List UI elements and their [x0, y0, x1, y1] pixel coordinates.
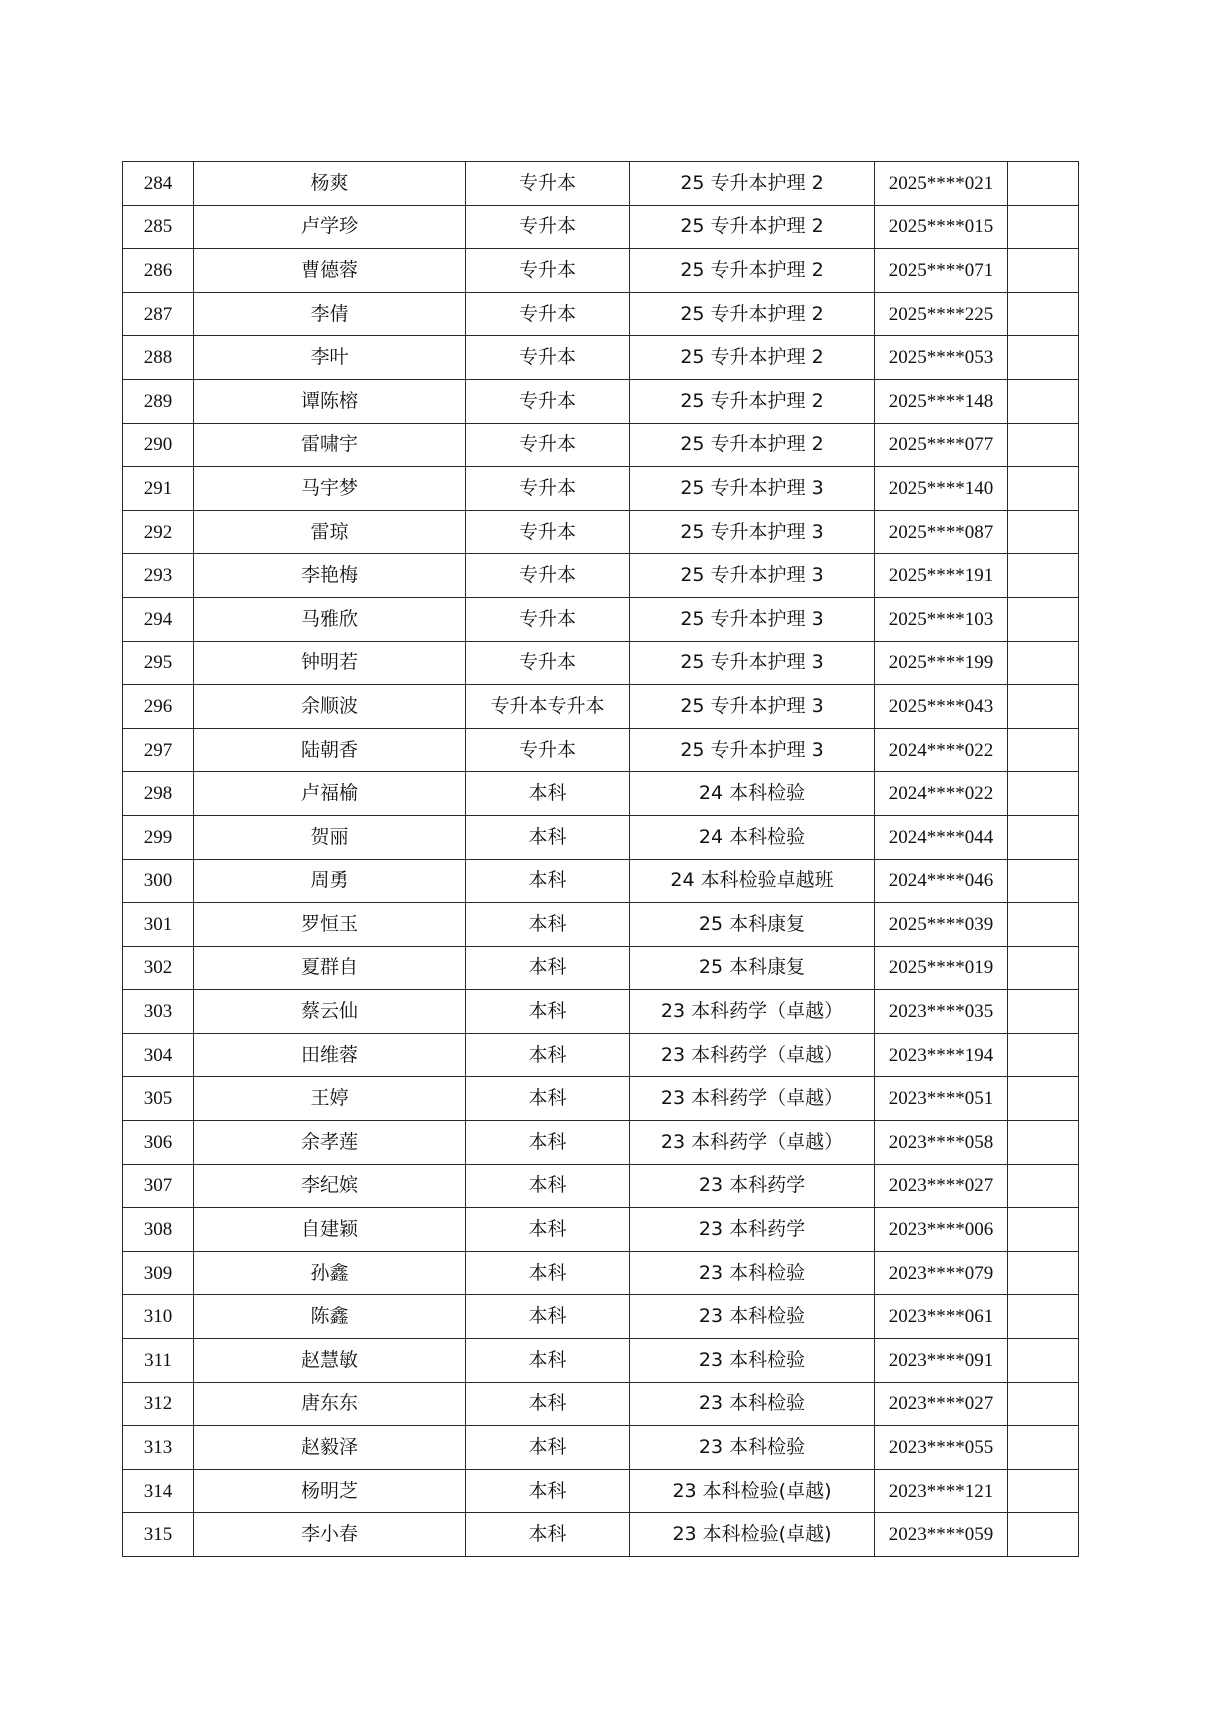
student-name-cell: 雷琼: [194, 510, 466, 554]
student-id-cell: 2025****039: [875, 903, 1008, 947]
student-name-cell: 卢学珍: [194, 205, 466, 249]
row-number-cell: 312: [123, 1382, 194, 1426]
blank-cell: [1008, 641, 1079, 685]
student-id-cell: 2025****140: [875, 467, 1008, 511]
row-number-cell: 311: [123, 1339, 194, 1383]
table-row: [123, 685, 1079, 729]
blank-cell: [1008, 1295, 1079, 1339]
blank-cell: [1008, 859, 1079, 903]
blank-cell: [1008, 510, 1079, 554]
blank-cell: [1008, 1339, 1079, 1383]
student-id-cell: 2025****087: [875, 510, 1008, 554]
education-level-cell: 本科: [466, 946, 630, 990]
class-name-cell: 24 本科检验卓越班: [630, 859, 875, 903]
row-number-cell: 307: [123, 1164, 194, 1208]
table-row: [123, 205, 1079, 249]
class-name-cell: 25 专升本护理 3: [630, 641, 875, 685]
blank-cell: [1008, 685, 1079, 729]
table-row: [123, 641, 1079, 685]
table-row: [123, 1251, 1079, 1295]
row-number-cell: 286: [123, 249, 194, 293]
student-id-cell: 2023****079: [875, 1251, 1008, 1295]
student-id-cell: 2023****027: [875, 1164, 1008, 1208]
row-number-cell: 284: [123, 162, 194, 206]
table-row: [123, 1382, 1079, 1426]
student-id-cell: 2024****046: [875, 859, 1008, 903]
row-number-cell: 310: [123, 1295, 194, 1339]
student-name-cell: 曹德蓉: [194, 249, 466, 293]
student-id-cell: 2024****022: [875, 728, 1008, 772]
education-level-cell: 本科: [466, 903, 630, 947]
class-name-cell: 23 本科药学（卓越）: [630, 1121, 875, 1165]
class-name-cell: 25 专升本护理 3: [630, 467, 875, 511]
table-row: [123, 772, 1079, 816]
student-name-cell: 谭陈榕: [194, 379, 466, 423]
table-row: [123, 1469, 1079, 1513]
class-name-cell: 25 专升本护理 2: [630, 423, 875, 467]
blank-cell: [1008, 162, 1079, 206]
education-level-cell: 本科: [466, 815, 630, 859]
student-name-cell: 陈鑫: [194, 1295, 466, 1339]
student-id-cell: 2023****051: [875, 1077, 1008, 1121]
student-id-cell: 2023****058: [875, 1121, 1008, 1165]
student-id-cell: 2025****053: [875, 336, 1008, 380]
blank-cell: [1008, 554, 1079, 598]
student-name-cell: 余孝莲: [194, 1121, 466, 1165]
student-name-cell: 贺丽: [194, 815, 466, 859]
table-row: [123, 292, 1079, 336]
blank-cell: [1008, 379, 1079, 423]
student-name-cell: 李倩: [194, 292, 466, 336]
table-row: [123, 903, 1079, 947]
class-name-cell: 23 本科药学: [630, 1164, 875, 1208]
row-number-cell: 293: [123, 554, 194, 598]
student-name-cell: 李纪嫔: [194, 1164, 466, 1208]
table-row: [123, 815, 1079, 859]
blank-cell: [1008, 990, 1079, 1034]
education-level-cell: 专升本专升本: [466, 685, 630, 729]
row-number-cell: 305: [123, 1077, 194, 1121]
table-row: [123, 336, 1079, 380]
education-level-cell: 专升本: [466, 554, 630, 598]
blank-cell: [1008, 772, 1079, 816]
table-row: [123, 467, 1079, 511]
student-id-cell: 2023****059: [875, 1513, 1008, 1557]
row-number-cell: 291: [123, 467, 194, 511]
education-level-cell: 专升本: [466, 205, 630, 249]
education-level-cell: 专升本: [466, 641, 630, 685]
student-name-cell: 雷啸宇: [194, 423, 466, 467]
education-level-cell: 专升本: [466, 467, 630, 511]
table-row: [123, 510, 1079, 554]
student-name-cell: 罗恒玉: [194, 903, 466, 947]
student-name-cell: 杨明芝: [194, 1469, 466, 1513]
education-level-cell: 本科: [466, 990, 630, 1034]
student-name-cell: 自建颖: [194, 1208, 466, 1252]
student-id-cell: 2023****035: [875, 990, 1008, 1034]
class-name-cell: 24 本科检验: [630, 815, 875, 859]
row-number-cell: 302: [123, 946, 194, 990]
education-level-cell: 本科: [466, 1339, 630, 1383]
row-number-cell: 285: [123, 205, 194, 249]
row-number-cell: 294: [123, 597, 194, 641]
table-row: [123, 990, 1079, 1034]
student-id-cell: 2023****091: [875, 1339, 1008, 1383]
class-name-cell: 25 专升本护理 3: [630, 510, 875, 554]
row-number-cell: 297: [123, 728, 194, 772]
row-number-cell: 314: [123, 1469, 194, 1513]
blank-cell: [1008, 1077, 1079, 1121]
blank-cell: [1008, 903, 1079, 947]
class-name-cell: 25 专升本护理 3: [630, 597, 875, 641]
student-id-cell: 2025****015: [875, 205, 1008, 249]
student-id-cell: 2023****055: [875, 1426, 1008, 1470]
blank-cell: [1008, 1121, 1079, 1165]
row-number-cell: 296: [123, 685, 194, 729]
blank-cell: [1008, 1426, 1079, 1470]
blank-cell: [1008, 728, 1079, 772]
student-id-cell: 2023****006: [875, 1208, 1008, 1252]
row-number-cell: 287: [123, 292, 194, 336]
table-row: [123, 1033, 1079, 1077]
blank-cell: [1008, 1382, 1079, 1426]
education-level-cell: 专升本: [466, 728, 630, 772]
student-id-cell: 2025****043: [875, 685, 1008, 729]
table-row: [123, 1164, 1079, 1208]
class-name-cell: 23 本科检验(卓越): [630, 1513, 875, 1557]
blank-cell: [1008, 1251, 1079, 1295]
student-name-cell: 马雅欣: [194, 597, 466, 641]
student-name-cell: 杨爽: [194, 162, 466, 206]
blank-cell: [1008, 467, 1079, 511]
student-id-cell: 2025****103: [875, 597, 1008, 641]
blank-cell: [1008, 423, 1079, 467]
blank-cell: [1008, 946, 1079, 990]
education-level-cell: 专升本: [466, 162, 630, 206]
class-name-cell: 23 本科药学: [630, 1208, 875, 1252]
student-name-cell: 孙鑫: [194, 1251, 466, 1295]
student-id-cell: 2025****199: [875, 641, 1008, 685]
student-name-cell: 周勇: [194, 859, 466, 903]
row-number-cell: 299: [123, 815, 194, 859]
row-number-cell: 313: [123, 1426, 194, 1470]
education-level-cell: 专升本: [466, 423, 630, 467]
student-name-cell: 马宇梦: [194, 467, 466, 511]
student-name-cell: 钟明若: [194, 641, 466, 685]
student-name-cell: 李艳梅: [194, 554, 466, 598]
student-id-cell: 2025****225: [875, 292, 1008, 336]
student-id-cell: 2023****194: [875, 1033, 1008, 1077]
table-row: [123, 554, 1079, 598]
class-name-cell: 25 专升本护理 2: [630, 336, 875, 380]
class-name-cell: 25 专升本护理 2: [630, 249, 875, 293]
blank-cell: [1008, 249, 1079, 293]
table-row: [123, 423, 1079, 467]
class-name-cell: 23 本科药学（卓越）: [630, 1033, 875, 1077]
student-name-cell: 夏群自: [194, 946, 466, 990]
table-row: [123, 1426, 1079, 1470]
class-name-cell: 23 本科检验: [630, 1382, 875, 1426]
blank-cell: [1008, 815, 1079, 859]
education-level-cell: 本科: [466, 1208, 630, 1252]
row-number-cell: 289: [123, 379, 194, 423]
class-name-cell: 25 专升本护理 3: [630, 554, 875, 598]
student-id-cell: 2025****191: [875, 554, 1008, 598]
education-level-cell: 本科: [466, 1251, 630, 1295]
class-name-cell: 23 本科检验: [630, 1339, 875, 1383]
row-number-cell: 298: [123, 772, 194, 816]
table-row: [123, 1513, 1079, 1557]
student-name-cell: 蔡云仙: [194, 990, 466, 1034]
blank-cell: [1008, 1208, 1079, 1252]
class-name-cell: 24 本科检验: [630, 772, 875, 816]
class-name-cell: 23 本科检验: [630, 1251, 875, 1295]
blank-cell: [1008, 1513, 1079, 1557]
education-level-cell: 专升本: [466, 510, 630, 554]
student-id-cell: 2025****019: [875, 946, 1008, 990]
class-name-cell: 23 本科检验(卓越): [630, 1469, 875, 1513]
row-number-cell: 304: [123, 1033, 194, 1077]
table-row: [123, 1208, 1079, 1252]
education-level-cell: 本科: [466, 1382, 630, 1426]
table-row: [123, 859, 1079, 903]
table-row: [123, 728, 1079, 772]
blank-cell: [1008, 1164, 1079, 1208]
education-level-cell: 本科: [466, 1121, 630, 1165]
education-level-cell: 本科: [466, 1513, 630, 1557]
table-row: [123, 162, 1079, 206]
blank-cell: [1008, 1469, 1079, 1513]
table-row: [123, 379, 1079, 423]
student-name-cell: 李叶: [194, 336, 466, 380]
row-number-cell: 288: [123, 336, 194, 380]
class-name-cell: 25 专升本护理 2: [630, 292, 875, 336]
student-roster-table: [122, 161, 1079, 1557]
education-level-cell: 本科: [466, 1077, 630, 1121]
student-name-cell: 李小春: [194, 1513, 466, 1557]
student-id-cell: 2025****071: [875, 249, 1008, 293]
student-id-cell: 2023****027: [875, 1382, 1008, 1426]
student-id-cell: 2024****022: [875, 772, 1008, 816]
table-row: [123, 249, 1079, 293]
student-id-cell: 2025****148: [875, 379, 1008, 423]
row-number-cell: 300: [123, 859, 194, 903]
roster-table-body: [123, 162, 1079, 1557]
student-name-cell: 余顺波: [194, 685, 466, 729]
row-number-cell: 292: [123, 510, 194, 554]
education-level-cell: 本科: [466, 1426, 630, 1470]
row-number-cell: 315: [123, 1513, 194, 1557]
student-id-cell: 2023****121: [875, 1469, 1008, 1513]
table-row: [123, 1339, 1079, 1383]
blank-cell: [1008, 597, 1079, 641]
blank-cell: [1008, 1033, 1079, 1077]
education-level-cell: 本科: [466, 1164, 630, 1208]
education-level-cell: 本科: [466, 772, 630, 816]
student-id-cell: 2023****061: [875, 1295, 1008, 1339]
row-number-cell: 301: [123, 903, 194, 947]
row-number-cell: 290: [123, 423, 194, 467]
blank-cell: [1008, 336, 1079, 380]
student-name-cell: 卢福榆: [194, 772, 466, 816]
student-name-cell: 唐东东: [194, 1382, 466, 1426]
education-level-cell: 专升本: [466, 292, 630, 336]
education-level-cell: 本科: [466, 1033, 630, 1077]
table-row: [123, 1295, 1079, 1339]
row-number-cell: 309: [123, 1251, 194, 1295]
education-level-cell: 本科: [466, 859, 630, 903]
class-name-cell: 23 本科药学（卓越）: [630, 990, 875, 1034]
class-name-cell: 25 本科康复: [630, 903, 875, 947]
class-name-cell: 25 专升本护理 2: [630, 379, 875, 423]
student-name-cell: 王婷: [194, 1077, 466, 1121]
row-number-cell: 306: [123, 1121, 194, 1165]
table-row: [123, 1077, 1079, 1121]
student-name-cell: 田维蓉: [194, 1033, 466, 1077]
student-id-cell: 2025****077: [875, 423, 1008, 467]
education-level-cell: 本科: [466, 1469, 630, 1513]
blank-cell: [1008, 292, 1079, 336]
class-name-cell: 25 专升本护理 3: [630, 685, 875, 729]
class-name-cell: 23 本科检验: [630, 1426, 875, 1470]
student-name-cell: 赵毅泽: [194, 1426, 466, 1470]
student-id-cell: 2025****021: [875, 162, 1008, 206]
student-id-cell: 2024****044: [875, 815, 1008, 859]
student-name-cell: 陆朝香: [194, 728, 466, 772]
class-name-cell: 25 专升本护理 2: [630, 205, 875, 249]
blank-cell: [1008, 205, 1079, 249]
class-name-cell: 25 专升本护理 2: [630, 162, 875, 206]
table-row: [123, 1121, 1079, 1165]
class-name-cell: 25 专升本护理 3: [630, 728, 875, 772]
education-level-cell: 专升本: [466, 597, 630, 641]
class-name-cell: 23 本科检验: [630, 1295, 875, 1339]
education-level-cell: 本科: [466, 1295, 630, 1339]
row-number-cell: 295: [123, 641, 194, 685]
class-name-cell: 25 本科康复: [630, 946, 875, 990]
education-level-cell: 专升本: [466, 379, 630, 423]
education-level-cell: 专升本: [466, 249, 630, 293]
student-name-cell: 赵慧敏: [194, 1339, 466, 1383]
class-name-cell: 23 本科药学（卓越）: [630, 1077, 875, 1121]
table-row: [123, 946, 1079, 990]
row-number-cell: 303: [123, 990, 194, 1034]
education-level-cell: 专升本: [466, 336, 630, 380]
table-row: [123, 597, 1079, 641]
row-number-cell: 308: [123, 1208, 194, 1252]
